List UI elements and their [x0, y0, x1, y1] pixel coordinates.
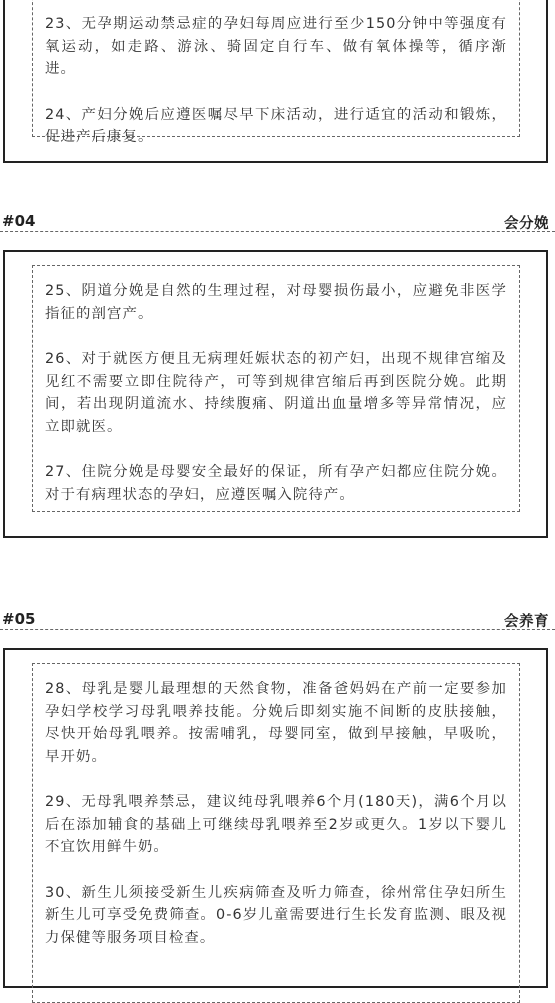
section-parenting-inner: [32, 663, 520, 1003]
item-29: 29、无母乳喂养禁忌，建议纯母乳喂养6个月(180天)，满6个月以后在添加辅食的基础上可继续母乳喂养至2岁或更久。1岁以下婴儿不宜饮用鲜牛奶。: [45, 794, 507, 855]
item-26: 26、对于就医方便且无病理妊娠状态的初产妇，出现不规律宫缩及见红不需要立即住院待产，可等到规律宫缩后再到医院分娩。此期间，若出现阴道流水、持续腹痛、阴道出血量增多等异常情况，应立即就医。: [45, 351, 507, 435]
section-childbirth-box: [3, 250, 548, 538]
item-30: 30、新生儿须接受新生儿疾病筛查及听力筛查，徐州常住孕妇所生新生儿可享受免费筛查。0-6岁儿童需要进行生长发育监测、眼及视力保健等服务项目检查。: [45, 884, 507, 946]
item-23: 23、无孕期运动禁忌症的孕妇每周应进行至少150分钟中等强度有氧运动，如走路、游泳、骑固定自行车、做有氧体操等，循序渐进。: [45, 16, 507, 77]
section-title: 会养育: [504, 614, 549, 630]
item-27: 27、住院分娩是母婴安全最好的保证，所有孕产妇都应住院分娩。对于有病理状态的孕妇，应遵医嘱入院待产。: [45, 464, 507, 503]
divider: [0, 629, 555, 630]
item-28: 28、母乳是婴儿最理想的天然食物，准备爸妈妈在产前一定要参加孕妇学校学习母乳喂养技能。分娩后即刻实施不间断的皮肤接触，尽快开始母乳喂养。按需哺乳，母婴同室，做到早接触，早吸吮，早开奶。: [45, 681, 507, 765]
section-exercise-box: [3, 0, 548, 163]
section-header-04: [0, 210, 555, 234]
section-exercise-inner: [32, 0, 520, 145]
section-parenting-box: [3, 648, 548, 988]
section-childbirth-inner: [32, 265, 520, 512]
section-header-05: [0, 608, 555, 632]
section-title: 会分娩: [504, 216, 549, 232]
item-25: 25、阴道分娩是自然的生理过程，对母婴损伤最小，应避免非医学指征的剖宫产。: [45, 283, 507, 322]
section-number: #04: [2, 212, 36, 230]
divider: [0, 231, 555, 232]
section-number: #05: [2, 610, 36, 628]
item-24: 24、产妇分娩后应遵医嘱尽早下床活动，进行适宜的活动和锻炼，促进产后康复。: [45, 106, 507, 145]
